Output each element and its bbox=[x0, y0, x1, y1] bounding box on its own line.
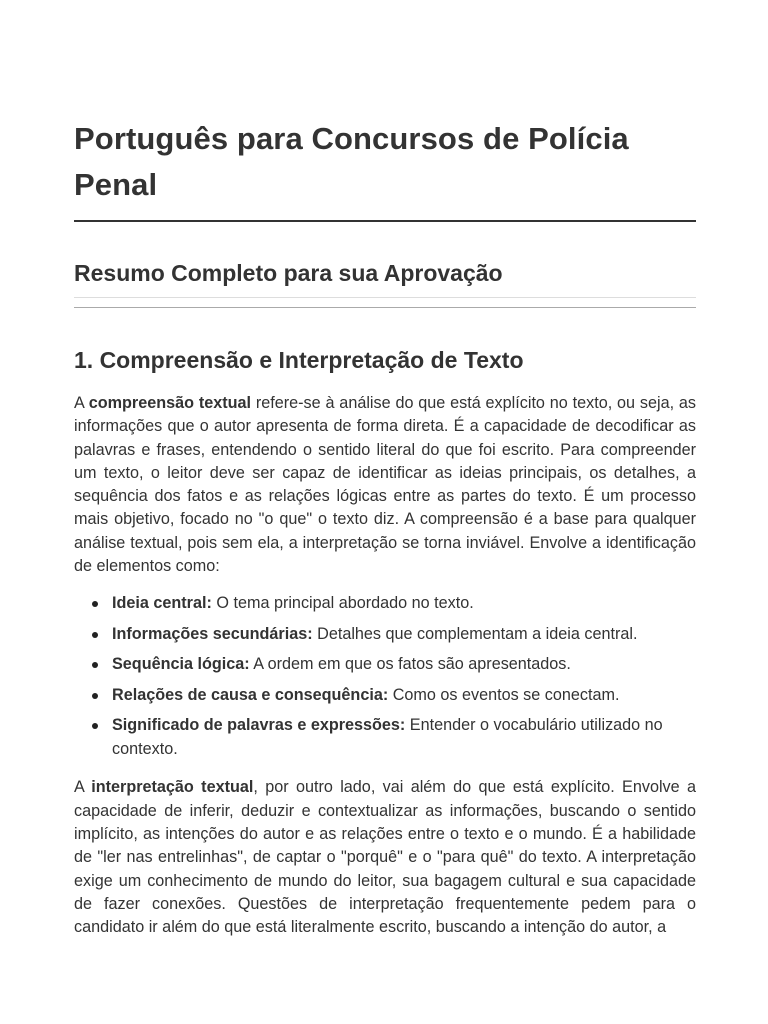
paragraph-keyword: compreensão textual bbox=[88, 394, 252, 412]
subtitle-divider-light bbox=[74, 297, 696, 298]
list-item bbox=[112, 653, 696, 677]
bullet-icon bbox=[92, 632, 98, 638]
list-item-desc: Como os eventos se conectam. bbox=[388, 685, 620, 704]
paragraph-keyword: interpretação textual bbox=[91, 778, 254, 797]
list-item-desc: Detalhes que complementam a ideia central. bbox=[312, 624, 638, 643]
title-divider bbox=[74, 220, 696, 222]
list-item bbox=[112, 623, 696, 647]
paragraph-lead: A bbox=[74, 394, 89, 412]
list-item bbox=[112, 684, 696, 708]
paragraph-body: , por outro lado, vai além do que está explícito. Envolve a capacidade de inferir, deduzir e contextualizar as informações, buscando o sentido implícito, as intenções do autor e as relações entre o texto e o mundo. É a habilidade de "ler nas entrelinhas", de captar o "porquê" e o "para quê" do texto. A interpretação exige um conhecimento de mundo do leitor, sua bagagem cultural e sua capacidade de fazer conexões. Questões de interpretação frequentemente pedem para o candidato ir além do que está literalmente escrito, buscando a intenção do autor, a bbox=[74, 778, 696, 937]
list-item-desc: A ordem em que os fatos são apresentados. bbox=[249, 655, 571, 674]
list-item-term: Sequência lógica: bbox=[112, 655, 250, 674]
bullet-icon bbox=[92, 662, 98, 668]
list-item-desc: Entender o vocabulário utilizado no contexto. bbox=[112, 716, 663, 758]
list-item-term: Informações secundárias: bbox=[112, 624, 313, 643]
bullet-icon bbox=[92, 693, 98, 699]
bullet-icon bbox=[92, 723, 98, 729]
list-item-term: Significado de palavras e expressões: bbox=[112, 716, 406, 735]
elements-list bbox=[74, 592, 696, 761]
list-item bbox=[112, 592, 696, 616]
document-title: Português para Concursos de Polícia Penal bbox=[74, 121, 629, 202]
subtitle-divider bbox=[74, 307, 696, 308]
section-heading: 1. Compreensão e Interpretação de Texto bbox=[74, 347, 524, 373]
document-page bbox=[74, 0, 696, 939]
document-subtitle: Resumo Completo para sua Aprovação bbox=[74, 260, 503, 286]
paragraph-compreensao bbox=[74, 392, 696, 578]
list-item bbox=[112, 714, 696, 761]
paragraph-interpretacao bbox=[74, 776, 696, 939]
list-item-term: Ideia central: bbox=[112, 594, 212, 613]
list-item-desc: O tema principal abordado no texto. bbox=[211, 594, 474, 613]
list-item-term: Relações de causa e consequência: bbox=[112, 685, 389, 704]
bullet-icon bbox=[92, 601, 98, 607]
paragraph-lead: A bbox=[74, 778, 92, 797]
paragraph-body: refere-se à análise do que está explícito no texto, ou seja, as informações que o autor apresenta de forma direta. É a capacidade de decodificar as palavras e frases, entendendo o sentido literal do que foi escrito. Para compreender um texto, o leitor deve ser capaz de identificar as ideias principais, os detalhes, a sequência dos fatos e as relações lógicas entre as partes do texto. É um processo mais objetivo, focado no "o que" o texto diz. A compreensão é a base para qualquer análise textual, pois sem ela, a interpretação se torna inviável. Envolve a identificação de elementos como: bbox=[74, 394, 697, 576]
